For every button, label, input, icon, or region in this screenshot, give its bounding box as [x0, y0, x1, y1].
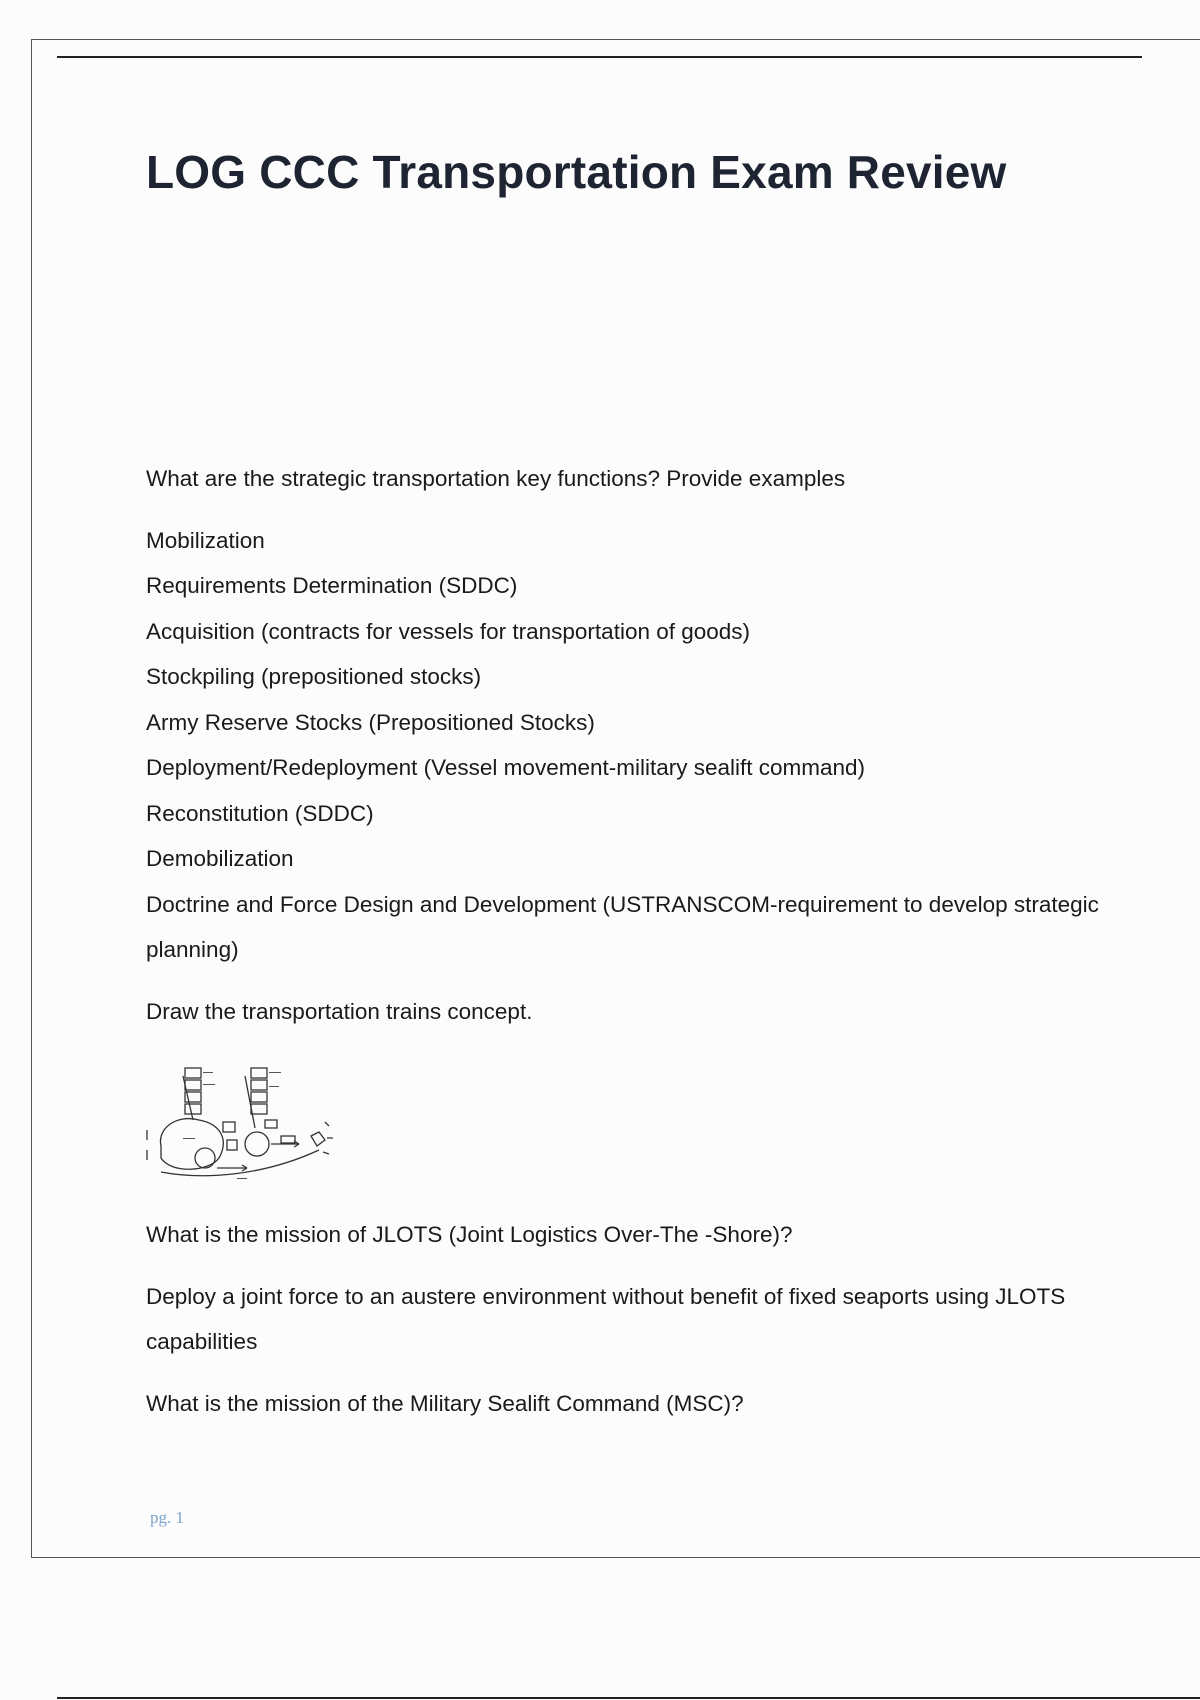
next-page-header-rule: [57, 1697, 1200, 1699]
answer-item: Demobilization: [146, 846, 294, 871]
question-strategic-functions: What are the strategic transportation key functions? Provide examples: [146, 466, 846, 491]
document-title: LOG CCC Transportation Exam Review: [146, 146, 1007, 198]
answer-jlots-mission: Deploy a joint force to an austere environment without benefit of fixed seaports using JLOTS capabilities: [146, 1283, 1066, 1354]
question-trains-concept: Draw the transportation trains concept.: [146, 998, 533, 1024]
answer-item: Reconstitution (SDDC): [146, 800, 374, 826]
question-jlots-mission: What is the mission of JLOTS (Joint Logistics Over-The -Shore)?: [146, 1222, 793, 1247]
answer-item: Stockpiling (prepositioned stocks): [146, 664, 482, 689]
question-msc-mission: What is the mission of the Military Sealift Command (MSC)?: [146, 1390, 744, 1416]
answer-item: Requirements Determination (SDDC): [146, 573, 518, 598]
page-number: pg. 1: [150, 1508, 184, 1527]
answer-item: Mobilization: [146, 527, 265, 553]
answer-item: Acquisition (contracts for vessels for transportation of goods): [146, 618, 751, 644]
transportation-trains-diagram-icon: [143, 1050, 333, 1182]
answer-item: Doctrine and Force Design and Development (USTRANSCOM-requirement to develop strategic planning): [146, 891, 1099, 962]
document-body: [146, 456, 1106, 1442]
answer-item: Deployment/Redeployment (Vessel movement-military sealift command): [146, 755, 866, 780]
answer-item: Army Reserve Stocks (Prepositioned Stocks): [146, 709, 595, 735]
answer-list-strategic-functions: [146, 518, 1106, 973]
